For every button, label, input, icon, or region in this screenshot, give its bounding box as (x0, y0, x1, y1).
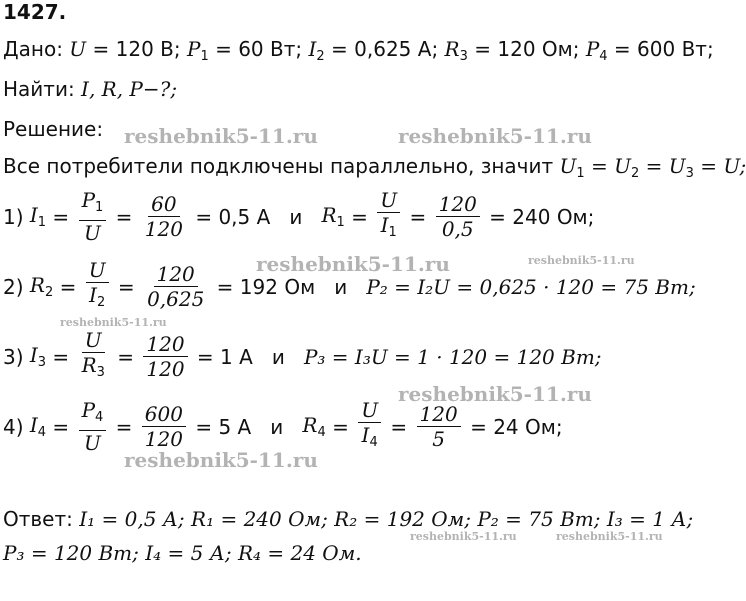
given-var-sub: 4 (599, 49, 608, 64)
step-formula: P₂ = I₂U = 0,625 · 120 = 75 Вт; (366, 274, 696, 299)
step-fraction (79, 328, 108, 385)
step-fraction (79, 188, 107, 245)
step-number: 2) (3, 274, 30, 299)
equals-sign: = (384, 414, 414, 439)
watermark: reshebnik5-11.ru (124, 124, 318, 148)
given-var-sub: 3 (459, 49, 468, 64)
step-fraction-den-sub: 3 (96, 365, 105, 380)
step-fraction-num: U (82, 328, 105, 353)
step-result: = 1 А и (190, 344, 304, 369)
step-var: $I_1$ (29, 203, 47, 230)
step-fraction (417, 402, 461, 451)
step-fraction-num: 120 (143, 332, 187, 357)
step-var: $I_4$ (29, 413, 47, 440)
statement-var: $U_2$ (614, 154, 640, 181)
equals-sign: = (46, 344, 76, 369)
step-fraction (143, 332, 187, 381)
step-fraction-den: $I_4$ (361, 423, 378, 450)
step-fraction-num: 120 (436, 192, 480, 217)
equals-sign: = (46, 204, 76, 229)
step-fraction-num: U (358, 398, 381, 423)
equals-sign: = (53, 274, 83, 299)
step-fraction-den-sub: 1 (388, 225, 397, 240)
step-fraction (79, 398, 107, 455)
step-4 (3, 398, 563, 455)
statement-var-sub: 1 (576, 166, 585, 181)
solution-label: Решение: (3, 117, 104, 141)
step-result: = 24 Ом; (463, 414, 563, 439)
step-fraction (142, 192, 186, 241)
step-result: = 5 А и (188, 414, 303, 439)
problem-number-text: 1427 (3, 0, 59, 24)
step-var-sub: 3 (37, 355, 47, 370)
step-fraction-num: 120 (417, 402, 461, 427)
step-fraction-num: U (377, 188, 400, 213)
given-var: $P_4$ (585, 37, 608, 64)
given-var-sub: 1 (200, 49, 209, 64)
step-fraction (142, 402, 186, 451)
statement-var: $U_1$ (559, 154, 585, 181)
statement-line (3, 153, 746, 187)
step-formula: P₃ = I₃U = 1 · 120 = 120 Вт; (303, 344, 602, 369)
given-line (3, 36, 714, 70)
equals-sign: = (46, 414, 76, 439)
given-item: U = 120 В; (69, 37, 187, 61)
step-fraction-num: 60 (148, 192, 179, 217)
equals-sign: = (344, 204, 375, 229)
equals-sign: = (109, 204, 139, 229)
statement-var: $U_3$ (668, 154, 694, 181)
step-result: = 240 Ом; (482, 204, 595, 229)
answer-label: Ответ: (3, 507, 73, 531)
step-number: 3) (3, 344, 30, 369)
step-fraction (436, 192, 480, 241)
step-fraction (144, 262, 207, 311)
given-var-sub: 2 (316, 49, 325, 64)
step-fraction-den: 120 (144, 427, 183, 451)
find-value: I, R, P−?; (81, 77, 178, 101)
watermark: reshebnik5-11.ru (398, 124, 592, 148)
step-var-sub: 2 (44, 285, 54, 300)
equals-sign: = (110, 344, 141, 369)
answer-line-1-text: I₁ = 0,5 А; R₁ = 240 Ом; R₂ = 192 Ом; P₂ = 75 Вт; I₃ = 1 А; (79, 507, 694, 531)
step-fraction-den: $R_3$ (81, 353, 105, 380)
watermark: reshebnik5-11.ru (398, 382, 592, 406)
statement-var-sub: 2 (630, 166, 640, 181)
watermark: reshebnik5-11.ru (256, 252, 450, 276)
step-fraction (377, 188, 400, 245)
answer-line-2: P₃ = 120 Вт; I₄ = 5 А; R₄ = 24 Ом. (3, 541, 362, 565)
watermark: reshebnik5-11.ru (60, 316, 167, 329)
step-fraction-num: $P_4$ (79, 398, 107, 431)
step-fraction (86, 258, 109, 315)
equals-sign: = (111, 274, 142, 299)
step-fraction-den: U (84, 431, 101, 455)
given-item: $P_1 = 60$ Вт; (186, 37, 309, 64)
step-var: $R_4$ (302, 413, 326, 440)
step-fraction-num: U (86, 258, 109, 283)
step-number: 4) (3, 414, 30, 439)
given-item: $R_3 = 120$ Ом; (444, 37, 586, 64)
given-var: $R_3$ (444, 37, 468, 64)
given-var: $P_1$ (186, 37, 209, 64)
step-fraction-den: 0,5 (441, 217, 474, 241)
step-fraction-den-sub: 4 (369, 435, 378, 450)
statement-text: Все потребители подключены параллельно, значит (3, 154, 554, 178)
watermark: reshebnik5-11.ru (556, 530, 663, 543)
step-fraction (358, 398, 381, 455)
step-1 (3, 188, 594, 245)
step-fraction-num: $P_1$ (79, 188, 107, 221)
step-result: = 0,5 А и (188, 204, 322, 229)
step-var-sub: 4 (37, 425, 47, 440)
step-var-sub: 1 (336, 215, 345, 230)
step-fraction-num: 120 (154, 262, 198, 287)
equals-sign: = (325, 414, 356, 439)
watermark: reshebnik5-11.ru (410, 530, 517, 543)
step-result: = 192 Ом и (210, 274, 367, 299)
step-fraction-den: U (84, 221, 101, 245)
find-line (3, 76, 177, 102)
equals-sign: = (109, 414, 139, 439)
statement-var: U (723, 154, 740, 178)
step-3 (3, 328, 602, 385)
step-var-sub: 4 (317, 425, 326, 440)
step-var-sub: 1 (37, 215, 47, 230)
step-fraction-num-sub: 1 (95, 200, 104, 215)
given-label: Дано: (3, 37, 63, 61)
statement-equation: $U_1 = U_2 = U_3 = U$; (559, 154, 746, 181)
step-fraction-den: 120 (144, 217, 183, 241)
equals-sign: = (403, 204, 433, 229)
step-number: 1) (3, 204, 30, 229)
step-fraction-den: $I_1$ (380, 213, 397, 240)
step-fraction-den-sub: 2 (96, 295, 106, 310)
given-var: $I_2$ (308, 37, 325, 64)
find-label: Найти: (3, 77, 75, 101)
problem-number: 1427. (3, 0, 67, 24)
step-fraction-den: 5 (432, 427, 445, 451)
given-item: $P_4 = 600$ Вт; (585, 37, 714, 64)
step-fraction-num-sub: 4 (95, 410, 104, 425)
step-fraction-den: $I_2$ (89, 283, 106, 310)
step-fraction-num: 600 (142, 402, 186, 427)
step-fraction-den: 0,625 (147, 287, 205, 311)
step-fraction-den: 120 (146, 357, 185, 381)
watermark: reshebnik5-11.ru (124, 448, 318, 472)
given-item: $I_2 = 0,625$ А; (308, 37, 445, 64)
given-items (69, 37, 714, 64)
statement-var-sub: 3 (685, 166, 694, 181)
step-var: $R_2$ (29, 273, 54, 300)
step-var: $R_1$ (321, 203, 345, 230)
given-var: U (69, 37, 87, 61)
watermark: reshebnik5-11.ru (528, 254, 635, 267)
answer-line-1 (3, 506, 693, 532)
step-var: $I_3$ (29, 343, 47, 370)
